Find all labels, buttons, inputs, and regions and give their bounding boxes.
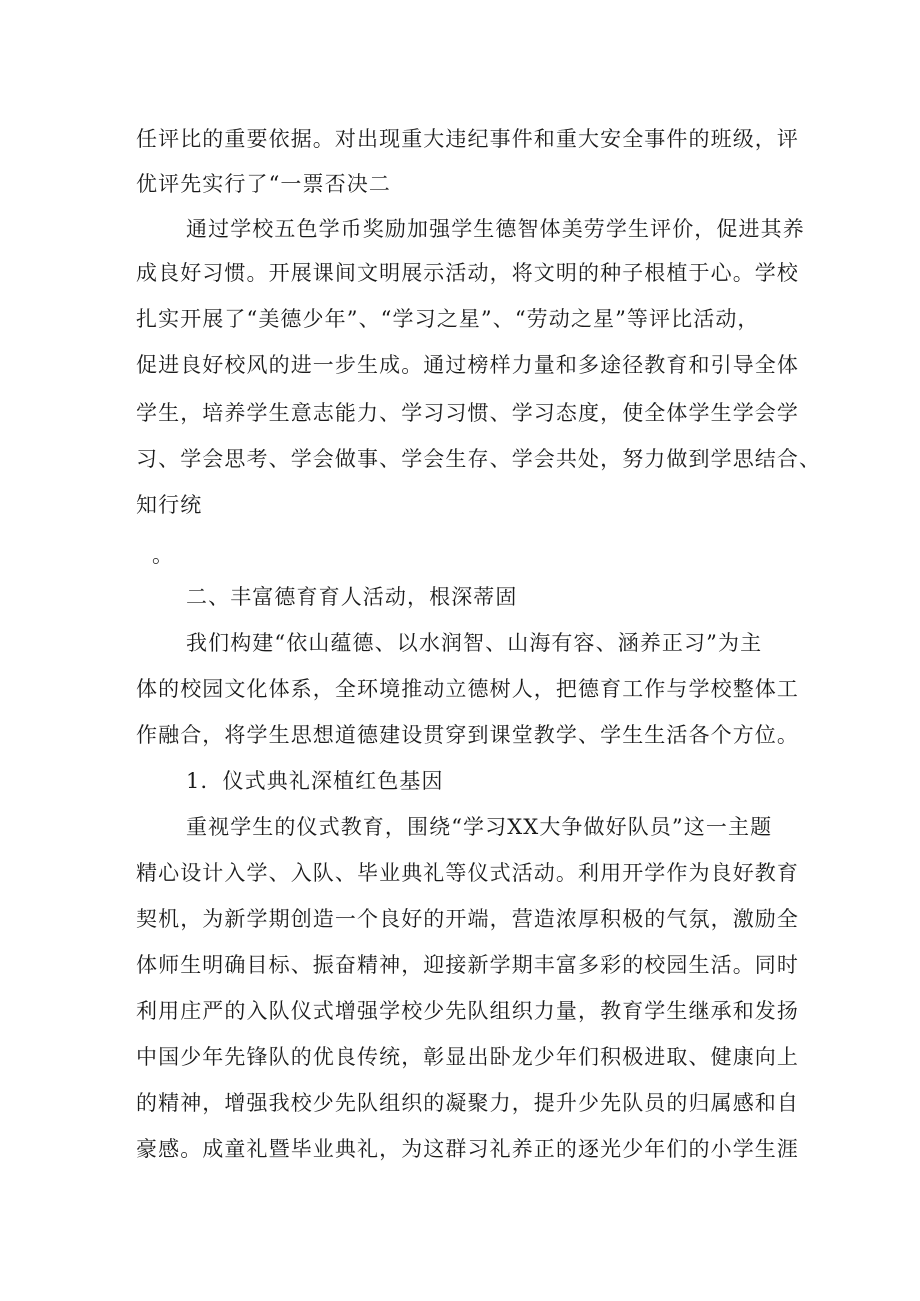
- section-heading: 二、丰富德育育人活动，根深蒂固: [186, 585, 518, 609]
- text-line: 的精神，增强我校少先队组织的凝聚力，提升少先队员的归属感和自: [136, 1091, 799, 1115]
- text-line: 利用庄严的入队仪式增强学校少先队组织力量，教育学生继承和发扬: [136, 999, 799, 1023]
- text-line: 扎实开展了“美德少年”、“学习之星”、“劳动之星”等评比活动，: [136, 307, 760, 331]
- text-line: 豪感。成童礼暨毕业典礼，为这群习礼养正的逐光少年们的小学生涯: [136, 1137, 799, 1161]
- text-line: 体师生明确目标、振奋精神，迎接新学期丰富多彩的校园生活。同时: [136, 953, 799, 977]
- text-line: 作融合，将学生思想道德建设贯穿到课堂教学、学生生活各个方位。: [136, 723, 799, 747]
- stray-punctuation: 。: [152, 543, 175, 567]
- text-line: 学生，培养学生意志能力、学习习惯、学习态度，使全体学生学会学: [136, 401, 799, 425]
- text-line: 契机，为新学期创造一个良好的开端，营造浓厚积极的气氛，激励全: [136, 907, 799, 931]
- text-line: 任评比的重要依据。对出现重大违纪事件和重大安全事件的班级，评: [136, 127, 799, 151]
- text-line: 精心设计入学、入队、毕业典礼等仪式活动。利用开学作为良好教育: [136, 861, 799, 885]
- text-line: 促进良好校风的进一步生成。通过榜样力量和多途径教育和引导全体: [136, 353, 799, 377]
- subsection-heading: 1．仪式典礼深植红色基因: [186, 769, 444, 793]
- text-line: 中国少年先锋队的优良传统，彰显出卧龙少年们积极进取、健康向上: [136, 1045, 799, 1069]
- text-line: 优评先实行了“一票否决二: [136, 172, 391, 196]
- paragraph-start-line: 重视学生的仪式教育，围绕“学习XX大争做好队员”这一主题: [186, 815, 773, 839]
- text-line: 知行统: [136, 493, 203, 517]
- paragraph-start-line: 通过学校五色学币奖励加强学生德智体美劳学生评价，促进其养: [186, 217, 805, 241]
- text-line: 体的校园文化体系，全环境推动立德树人，把德育工作与学校整体工: [136, 677, 799, 701]
- text-line: 习、学会思考、学会做事、学会生存、学会共处，努力做到学思结合、: [136, 447, 822, 471]
- text-line: 成良好习惯。开展课间文明展示活动，将文明的种子根植于心。学校: [136, 261, 799, 285]
- paragraph-start-line: 我们构建“依山蕴德、以水润智、山海有容、涵养正习”为主: [186, 631, 763, 655]
